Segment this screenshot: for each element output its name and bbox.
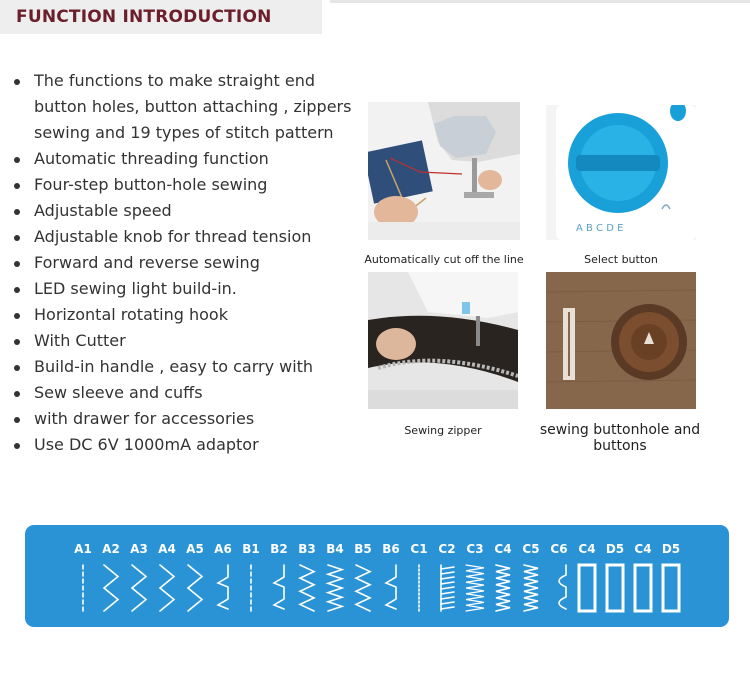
feature-text: with drawer for accessories bbox=[34, 409, 255, 428]
buttonhole-photo bbox=[546, 272, 696, 409]
feature-item bbox=[14, 198, 364, 224]
stitch-label: C2 bbox=[438, 542, 456, 556]
stitch-wave-dense-icon bbox=[518, 563, 544, 617]
feature-item bbox=[14, 146, 364, 172]
feature-item bbox=[14, 432, 364, 458]
stitch-buttonhole-icon bbox=[602, 563, 628, 617]
stitch-label: D5 bbox=[605, 542, 625, 556]
stitch-blind-icon bbox=[378, 563, 404, 617]
feature-text: Sew sleeve and cuffs bbox=[34, 383, 203, 402]
bullet-icon bbox=[14, 261, 20, 267]
feature-text: Adjustable speed bbox=[34, 201, 172, 220]
stitch-zigzag-dense-icon bbox=[350, 563, 376, 617]
feature-item bbox=[14, 68, 364, 146]
section-title: FUNCTION INTRODUCTION bbox=[16, 7, 272, 27]
stitch-scallop-icon bbox=[546, 563, 572, 617]
dial-letters: A B C D E bbox=[576, 223, 624, 234]
stitch-buttonhole-icon bbox=[630, 563, 656, 617]
cut-thread-photo bbox=[368, 102, 520, 240]
stitch-label: C4 bbox=[494, 542, 512, 556]
stitch-blind-icon bbox=[210, 563, 236, 617]
bullet-icon bbox=[14, 313, 20, 319]
bullet-icon bbox=[14, 79, 20, 85]
feature-item bbox=[14, 276, 364, 302]
feature-text: Adjustable knob for thread tension bbox=[34, 227, 312, 246]
feature-text: Forward and reverse sewing bbox=[34, 253, 260, 272]
stitch-satin-icon bbox=[462, 563, 488, 617]
stitch-pattern-panel bbox=[25, 525, 729, 627]
stitch-label: B1 bbox=[242, 542, 260, 556]
feature-item bbox=[14, 302, 364, 328]
stitch-label: C4 bbox=[634, 542, 652, 556]
stitch-buttonhole-icon bbox=[658, 563, 684, 617]
photo-caption-select-button: Select button bbox=[584, 253, 658, 266]
feature-item bbox=[14, 354, 364, 380]
bullet-icon bbox=[14, 443, 20, 449]
stitch-label: A5 bbox=[186, 542, 204, 556]
stitch-label: B6 bbox=[382, 542, 400, 556]
stitch-label: C6 bbox=[550, 542, 568, 556]
feature-item bbox=[14, 328, 364, 354]
bullet-icon bbox=[14, 183, 20, 189]
stitch-label: C4 bbox=[578, 542, 596, 556]
sewing-zipper-photo bbox=[368, 272, 518, 409]
stitch-label: A3 bbox=[130, 542, 148, 556]
photo-caption-cut-thread: Automatically cut off the line bbox=[364, 253, 524, 266]
stitch-label: B5 bbox=[354, 542, 372, 556]
stitch-zigzag-icon bbox=[98, 563, 124, 617]
stitch-label: D5 bbox=[661, 542, 681, 556]
photo-caption-buttonhole: sewing buttonhole and buttons bbox=[539, 422, 701, 454]
stitch-straight-dense-icon bbox=[406, 563, 432, 617]
stitch-comb-icon bbox=[434, 563, 460, 617]
stitch-label: B4 bbox=[326, 542, 344, 556]
stitch-zigzag-icon bbox=[126, 563, 152, 617]
bullet-icon bbox=[14, 339, 20, 345]
stitch-label: C1 bbox=[410, 542, 428, 556]
select-button-photo bbox=[546, 105, 696, 240]
feature-item bbox=[14, 224, 364, 250]
stitch-straight-icon bbox=[70, 563, 96, 617]
bullet-icon bbox=[14, 391, 20, 397]
bullet-icon bbox=[14, 209, 20, 215]
feature-text: LED sewing light build-in. bbox=[34, 279, 237, 298]
top-divider bbox=[330, 0, 750, 3]
feature-text: Four-step button-hole sewing bbox=[34, 175, 268, 194]
bullet-icon bbox=[14, 417, 20, 423]
stitch-label: A4 bbox=[158, 542, 176, 556]
stitch-zigzag-icon bbox=[182, 563, 208, 617]
feature-list bbox=[14, 68, 364, 458]
bullet-icon bbox=[14, 365, 20, 371]
stitch-label: A6 bbox=[214, 542, 232, 556]
bullet-icon bbox=[14, 157, 20, 163]
stitch-wave-icon bbox=[322, 563, 348, 617]
stitch-wave-dense-icon bbox=[490, 563, 516, 617]
bullet-icon bbox=[14, 287, 20, 293]
feature-text: Use DC 6V 1000mA adaptor bbox=[34, 435, 259, 454]
stitch-zigzag-dense-icon bbox=[294, 563, 320, 617]
stitch-label: C5 bbox=[522, 542, 540, 556]
feature-text: With Cutter bbox=[34, 331, 126, 350]
feature-item bbox=[14, 250, 364, 276]
photo-caption-sewing-zipper: Sewing zipper bbox=[404, 424, 482, 437]
stitch-blind-icon bbox=[266, 563, 292, 617]
stitch-label: C3 bbox=[466, 542, 484, 556]
stitch-straight-icon bbox=[238, 563, 264, 617]
stitch-label: B2 bbox=[270, 542, 288, 556]
section-header bbox=[0, 0, 322, 34]
feature-item bbox=[14, 172, 364, 198]
feature-text: Horizontal rotating hook bbox=[34, 305, 228, 324]
feature-text: The functions to make straight end button holes, button attaching , zippers sewing and 19 types of stitch pattern bbox=[34, 71, 352, 142]
stitch-label: A2 bbox=[102, 542, 120, 556]
feature-text: Automatic threading function bbox=[34, 149, 269, 168]
stitch-label: B3 bbox=[298, 542, 316, 556]
feature-text: Build-in handle , easy to carry with bbox=[34, 357, 314, 376]
stitch-buttonhole-icon bbox=[574, 563, 600, 617]
stitch-label: A1 bbox=[74, 542, 92, 556]
stitch-zigzag-icon bbox=[154, 563, 180, 617]
feature-item bbox=[14, 380, 364, 406]
feature-item bbox=[14, 406, 364, 432]
bullet-icon bbox=[14, 235, 20, 241]
